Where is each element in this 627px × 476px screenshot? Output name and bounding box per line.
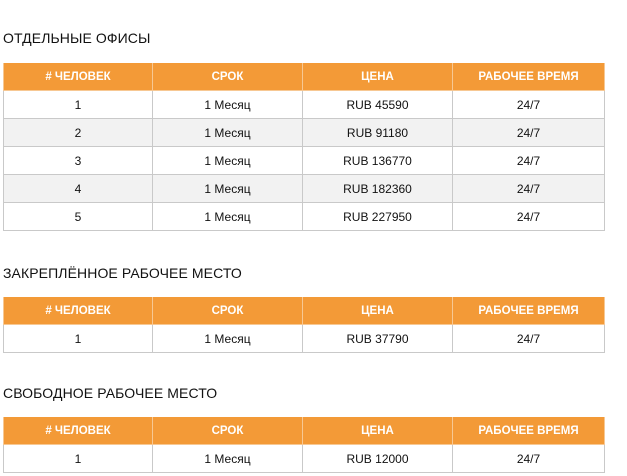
table-row — [4, 325, 605, 353]
table-header-row — [4, 63, 605, 91]
cell-hours: 24/7 — [453, 175, 605, 203]
column-header-price: ЦЕНА — [303, 417, 453, 445]
table-row — [4, 175, 605, 203]
column-header-hours: РАБОЧЕЕ ВРЕМЯ — [453, 417, 605, 445]
table-row — [4, 119, 605, 147]
cell-term: 1 Месяц — [153, 91, 303, 119]
column-header-term: СРОК — [153, 297, 303, 325]
hot-desk-section — [3, 385, 604, 466]
table-header-row — [4, 297, 605, 325]
cell-hours: 24/7 — [453, 91, 605, 119]
cell-hours: 24/7 — [453, 203, 605, 231]
private-offices-section — [3, 30, 604, 224]
cell-hours: 24/7 — [453, 325, 605, 353]
section-title-dedicated-desk: ЗАКРЕПЛЁННОЕ РАБОЧЕЕ МЕСТО — [3, 265, 242, 281]
column-header-price: ЦЕНА — [303, 297, 453, 325]
cell-people: 5 — [4, 203, 153, 231]
column-header-people: # ЧЕЛОВЕК — [4, 63, 153, 91]
table-row — [4, 147, 605, 175]
cell-people: 3 — [4, 147, 153, 175]
section-title-private-offices: ОТДЕЛЬНЫЕ ОФИСЫ — [3, 30, 151, 46]
cell-term: 1 Месяц — [153, 147, 303, 175]
cell-term: 1 Месяц — [153, 119, 303, 147]
dedicated-desk-table — [3, 297, 605, 353]
table-row — [4, 91, 605, 119]
cell-term: 1 Месяц — [153, 325, 303, 353]
private-offices-table — [3, 63, 605, 231]
cell-term: 1 Месяц — [153, 203, 303, 231]
cell-people: 2 — [4, 119, 153, 147]
column-header-term: СРОК — [153, 417, 303, 445]
cell-hours: 24/7 — [453, 445, 605, 473]
dedicated-desk-section — [3, 265, 604, 346]
column-header-hours: РАБОЧЕЕ ВРЕМЯ — [453, 297, 605, 325]
table-header-row — [4, 417, 605, 445]
cell-people: 1 — [4, 325, 153, 353]
cell-hours: 24/7 — [453, 147, 605, 175]
column-header-hours: РАБОЧЕЕ ВРЕМЯ — [453, 63, 605, 91]
table-row — [4, 203, 605, 231]
cell-price: RUB 12000 — [303, 445, 453, 473]
cell-term: 1 Месяц — [153, 175, 303, 203]
hot-desk-table — [3, 417, 605, 473]
column-header-term: СРОК — [153, 63, 303, 91]
cell-price: RUB 37790 — [303, 325, 453, 353]
cell-hours: 24/7 — [453, 119, 605, 147]
column-header-people: # ЧЕЛОВЕК — [4, 417, 153, 445]
cell-price: RUB 227950 — [303, 203, 453, 231]
cell-people: 1 — [4, 91, 153, 119]
column-header-price: ЦЕНА — [303, 63, 453, 91]
column-header-people: # ЧЕЛОВЕК — [4, 297, 153, 325]
section-title-hot-desk: СВОБОДНОЕ РАБОЧЕЕ МЕСТО — [3, 385, 218, 401]
table-row — [4, 445, 605, 473]
cell-people: 1 — [4, 445, 153, 473]
cell-price: RUB 136770 — [303, 147, 453, 175]
cell-price: RUB 91180 — [303, 119, 453, 147]
cell-price: RUB 45590 — [303, 91, 453, 119]
cell-term: 1 Месяц — [153, 445, 303, 473]
cell-price: RUB 182360 — [303, 175, 453, 203]
cell-people: 4 — [4, 175, 153, 203]
